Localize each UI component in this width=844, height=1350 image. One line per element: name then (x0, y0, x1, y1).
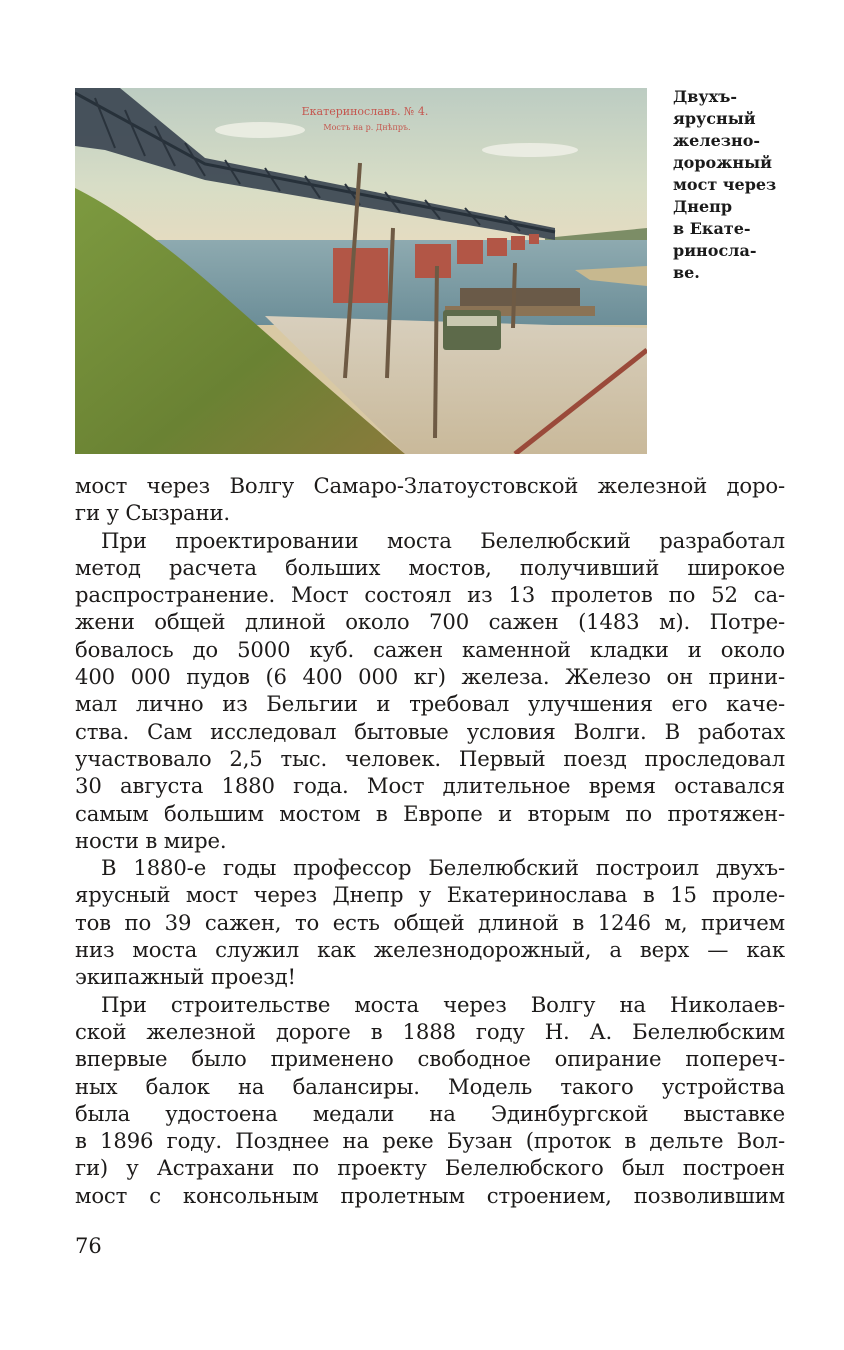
text-line: была удостоена медали на Эдинбургской выставке (75, 1100, 785, 1126)
caption-line: дорожный (673, 153, 772, 172)
caption-line: в Екате- (673, 219, 751, 238)
caption-line: риносла- (673, 241, 757, 260)
text-line: экипажный проезд! (75, 964, 296, 990)
text-line: самым большим мостом в Европе и вторым по протяжен- (75, 800, 785, 826)
postcard-title: Екатеринославъ. № 4. (301, 105, 429, 118)
text-line: ги у Сызрани. (75, 500, 231, 526)
text-line: мост с консольным пролетным строением, позволившим (75, 1182, 785, 1208)
caption-line: ярусный (673, 109, 756, 128)
text-line: 30 августа 1880 года. Мост длительное время оставался (75, 773, 785, 799)
text-line: жени общей длиной около 700 сажен (1483 м). Потре- (75, 609, 785, 635)
text-line: ги) у Астрахани по проекту Белелюбского был построен (75, 1155, 785, 1181)
caption-line: Двухъ- (673, 87, 738, 106)
text-line: ства. Сам исследовал бытовые условия Волги. В работах (75, 718, 785, 744)
text-line: мост через Волгу Самаро-Златоустовской железной доро- (75, 473, 785, 498)
bridge-photo (75, 88, 647, 454)
text-line: тов по 39 сажен, то есть общей длиной в 1246 м, причем (75, 909, 785, 935)
figure-caption (673, 86, 823, 284)
text-line: При проектировании моста Белелюбский разработал (101, 527, 785, 553)
caption-line: мост через (673, 175, 777, 194)
text-line: бовалось до 5000 куб. сажен каменной кладки и около (75, 636, 785, 662)
body-text (75, 472, 785, 1209)
bridge-illustration (75, 88, 647, 454)
text-line: ской железной дороге в 1888 году Н. А. Белелюбским (75, 1018, 785, 1044)
text-line: мал лично из Бельгии и требовал улучшения его каче- (75, 691, 785, 717)
tram-windows (447, 316, 497, 326)
text-line: распространение. Мост состоял из 13 пролетов по 52 са- (75, 582, 785, 608)
text-line: ярусный мост через Днепр у Екатеринослава в 15 проле- (75, 882, 785, 908)
caption-line: ве. (673, 263, 700, 282)
caption-line: железно- (673, 131, 761, 150)
text-line: ности в мире. (75, 827, 227, 853)
page-number: 76 (75, 1234, 102, 1258)
text-line: При строительстве моста через Волгу на Николаев- (101, 991, 785, 1017)
text-line: метод расчета больших мостов, получивший широкое (75, 554, 785, 580)
text-line: в 1896 году. Позднее на реке Бузан (проток в дельте Вол- (75, 1128, 785, 1154)
text-line: впервые было применено свободное опирание попереч- (75, 1046, 785, 1072)
cloud (215, 122, 305, 138)
text-line: В 1880-е годы профессор Белелюбский построил двухъ- (101, 855, 785, 881)
text-line: 400 000 пудов (6 400 000 кг) железа. Железо он прини- (75, 664, 785, 690)
caption-line: Днепр (673, 197, 733, 216)
text-line: низ моста служил как железнодорожный, а верх — как (75, 937, 785, 963)
postcard-subtitle: Мостъ на р. Днѣпръ. (323, 123, 411, 132)
text-line: участвовало 2,5 тыс. человек. Первый поезд проследовал (75, 745, 785, 771)
cloud (482, 143, 578, 157)
text-line: ных балок на балансиры. Модель такого устройства (75, 1073, 785, 1099)
